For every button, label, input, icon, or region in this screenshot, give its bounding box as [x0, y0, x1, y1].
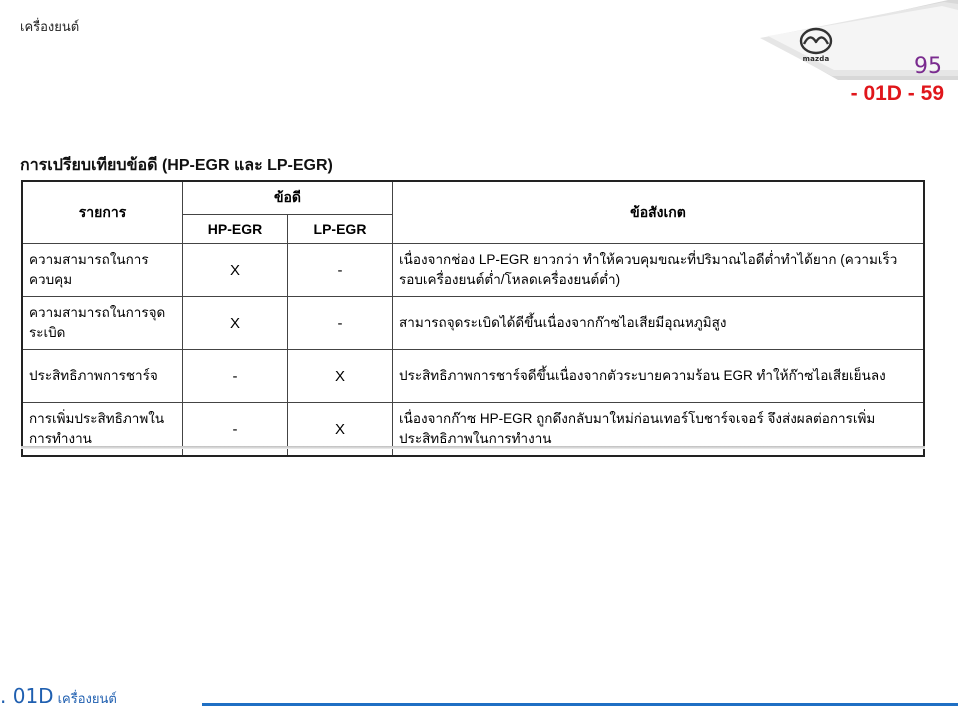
row-note: ประสิทธิภาพการชาร์จดีขึ้นเนื่องจากตัวระบายความร้อน EGR ทำให้ก๊าซไอเสียเย็นลง: [393, 350, 925, 403]
footer: [0, 684, 117, 709]
table-title: การเปรียบเทียบข้อดี (HP-EGR และ LP-EGR): [20, 157, 333, 174]
row-hp-mark: -: [183, 403, 288, 457]
footer-code: . 01D: [0, 684, 54, 708]
row-note: เนื่องจากก๊าซ HP-EGR ถูกดึงกลับมาใหม่ก่อนเทอร์โบชาร์จเจอร์ จึงส่งผลต่อการเพิ่มประสิทธิภาพในการทำงาน: [393, 403, 925, 457]
mazda-wordmark: mazda: [802, 55, 830, 63]
table-shadow: [21, 446, 925, 449]
page-number: 95: [914, 54, 942, 79]
section-header: เครื่องยนต์: [20, 20, 80, 35]
header-advantage: ข้อดี: [183, 181, 393, 215]
footer-divider: [202, 703, 958, 706]
row-item: ความสามารถในการจุดระเบิด: [22, 297, 183, 350]
row-lp-mark: -: [288, 297, 393, 350]
header-note: ข้อสังเกต: [393, 181, 925, 244]
row-item: ความสามารถในการควบคุม: [22, 244, 183, 297]
comparison-table: [21, 180, 925, 457]
footer-section: เครื่องยนต์: [57, 692, 117, 707]
row-hp-mark: X: [183, 297, 288, 350]
table-row: [22, 244, 924, 297]
row-item: การเพิ่มประสิทธิภาพในการทำงาน: [22, 403, 183, 457]
header-lp-egr: LP-EGR: [288, 215, 393, 244]
row-item: ประสิทธิภาพการชาร์จ: [22, 350, 183, 403]
page-code: - 01D - 59: [850, 82, 944, 105]
header-hp-egr: HP-EGR: [183, 215, 288, 244]
row-hp-mark: -: [183, 350, 288, 403]
row-note: สามารถจุดระเบิดได้ดีขึ้นเนื่องจากก๊าซไอเสียมีอุณหภูมิสูง: [393, 297, 925, 350]
table-row: [22, 297, 924, 350]
header-item: รายการ: [22, 181, 183, 244]
row-note: เนื่องจากช่อง LP-EGR ยาวกว่า ทำให้ควบคุมขณะที่ปริมาณไอดีต่ำทำได้ยาก (ความเร็วรอบเครื่องยนต์ต่ำ/โหลดเครื่องยนต์ต่ำ): [393, 244, 925, 297]
row-lp-mark: X: [288, 350, 393, 403]
table-row: [22, 350, 924, 403]
row-lp-mark: -: [288, 244, 393, 297]
row-hp-mark: X: [183, 244, 288, 297]
row-lp-mark: X: [288, 403, 393, 457]
table-header-row: [22, 181, 924, 215]
